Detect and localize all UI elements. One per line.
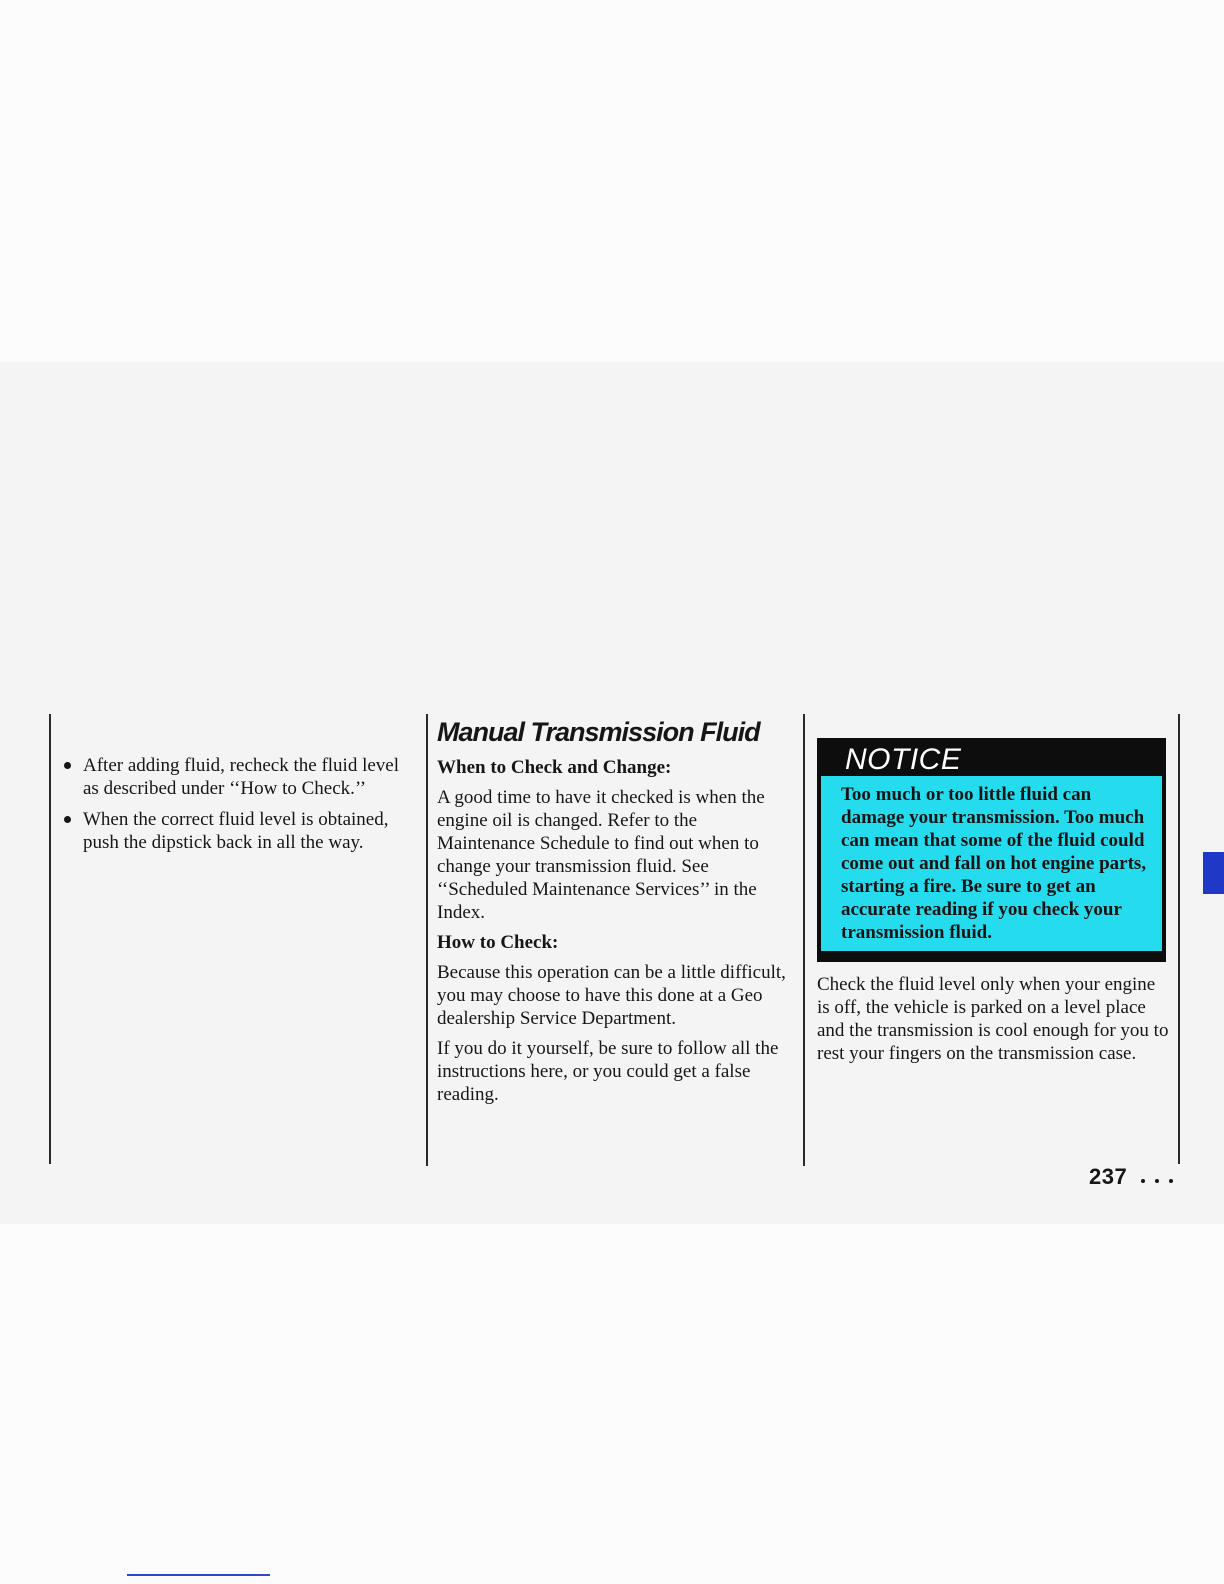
column-rule-left <box>49 714 51 1164</box>
column-rule-outer <box>1178 714 1180 1164</box>
notice-box <box>817 738 1166 962</box>
list-item <box>52 754 412 800</box>
notice-text: Too much or too little fluid can damage your transmission. Too much can mean that some of the fluid could come out and fall on hot engine parts, starting a fire. Be sure to get an accurate reading if you check your transmission fluid. <box>821 776 1162 951</box>
footer-underline <box>127 1574 270 1576</box>
bullet-list <box>52 754 412 854</box>
column-rule-right <box>803 714 805 1166</box>
how-paragraph-2: If you do it yourself, be sure to follow all the instructions here, or you could get a false reading. <box>437 1038 779 1105</box>
middle-column <box>437 716 788 1113</box>
section-title: Manual Transmission Fluid <box>437 717 760 747</box>
bullet-text: When the correct fluid level is obtained, push the dipstick back in all the way. <box>83 809 389 853</box>
list-item <box>52 808 412 854</box>
column-rule-middle <box>426 714 428 1166</box>
left-column <box>52 754 412 862</box>
page-number: 237 <box>1089 1164 1128 1189</box>
when-heading: When to Check and Change: <box>437 757 672 778</box>
right-column <box>817 973 1169 1072</box>
check-paragraph: Check the fluid level only when your engine is off, the vehicle is parked on a level place and the transmission is cool enough for you to rest your fingers on the transmission case. <box>817 974 1169 1064</box>
how-paragraph-1: Because this operation can be a little difficult, you may choose to have this done at a Geo dealership Service Department. <box>437 962 786 1029</box>
how-heading: How to Check: <box>437 932 559 953</box>
bullet-icon <box>64 816 71 823</box>
section-tab-marker <box>1203 852 1224 894</box>
bullet-icon <box>64 762 71 769</box>
notice-title: NOTICE <box>845 743 962 776</box>
when-paragraph: A good time to have it checked is when the engine oil is changed. Refer to the Maintenance Schedule to find out when to change your transmission fluid. See ‘‘Scheduled Maintenance Services’’ in the Index. <box>437 787 765 923</box>
bullet-text: After adding fluid, recheck the fluid level as described under ‘‘How to Check.’’ <box>83 755 400 799</box>
